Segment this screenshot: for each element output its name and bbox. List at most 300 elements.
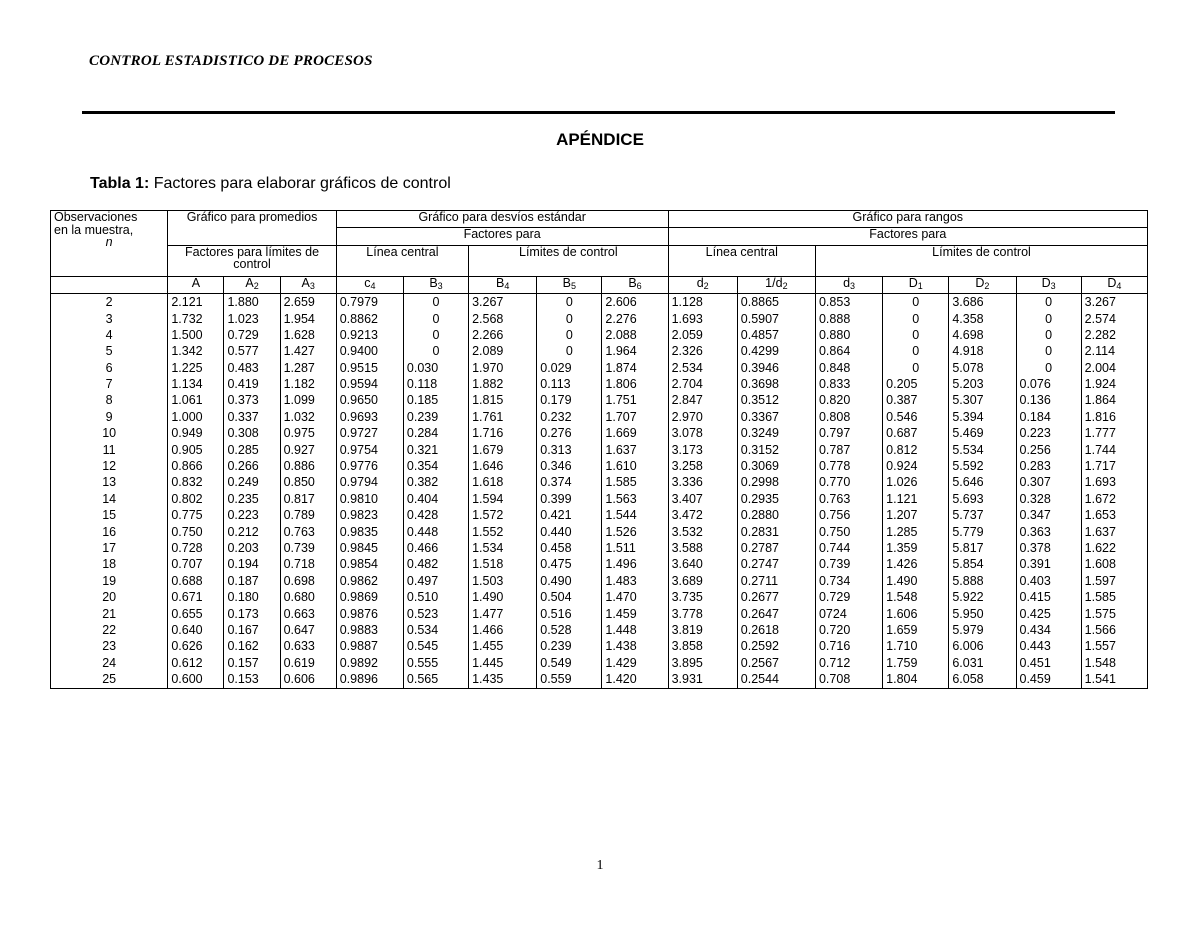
factor-cell: 1.448: [602, 622, 668, 638]
factor-cell: 1.534: [469, 540, 537, 556]
factor-cell: 5.203: [949, 376, 1016, 392]
factor-cell: 0.391: [1016, 556, 1081, 572]
factor-cell: 0.2677: [737, 589, 815, 605]
symbol-header-14: [1081, 276, 1147, 293]
factor-cell: 1.466: [469, 622, 537, 638]
factor-cell: 0: [403, 327, 468, 343]
factor-cell: 0.459: [1016, 671, 1081, 688]
factor-cell: 0.3698: [737, 376, 815, 392]
factor-cell: 0.029: [537, 360, 602, 376]
factor-cell: 0.458: [537, 540, 602, 556]
factor-cell: 0.184: [1016, 409, 1081, 425]
factor-cell: 0.2711: [737, 573, 815, 589]
factor-cell: 5.693: [949, 491, 1016, 507]
factor-cell: 1.429: [602, 655, 668, 671]
factor-cell: 0.866: [168, 458, 224, 474]
table-row: [51, 491, 1148, 507]
factor-cell: 0.808: [815, 409, 882, 425]
factor-cell: 0.763: [815, 491, 882, 507]
factor-cell: 0.797: [815, 425, 882, 441]
factor-cell: 1.716: [469, 425, 537, 441]
factor-cell: 1.500: [168, 327, 224, 343]
header-rule: [82, 111, 1115, 114]
factor-cell: 0.283: [1016, 458, 1081, 474]
factor-cell: 1.427: [280, 343, 336, 359]
symbol-base: d: [696, 276, 704, 290]
factor-cell: 0.9876: [336, 606, 403, 622]
table-row: [51, 589, 1148, 605]
table-caption-text: Factores para elaborar gráficos de control: [149, 175, 451, 192]
factor-cell: 0.707: [168, 556, 224, 572]
factor-cell: 1.207: [883, 507, 949, 523]
factor-cell: 0: [537, 327, 602, 343]
factor-cell: 3.267: [469, 294, 537, 311]
factor-cell: 0.5907: [737, 311, 815, 327]
factor-cell: 1.970: [469, 360, 537, 376]
table-row: [51, 425, 1148, 441]
factor-cell: 2.089: [469, 343, 537, 359]
factor-cell: 0: [1016, 360, 1081, 376]
factor-cell: 1.585: [602, 474, 668, 490]
factor-cell: 1.032: [280, 409, 336, 425]
factor-cell: 0.173: [224, 606, 280, 622]
symbol-header-10: [815, 276, 882, 293]
factor-cell: 2.282: [1081, 327, 1147, 343]
factor-cell: 5.394: [949, 409, 1016, 425]
symbol-subscript: 3: [437, 280, 443, 291]
factor-cell: 0.549: [537, 655, 602, 671]
stdev-limits-header: Límites de control: [469, 245, 669, 276]
factor-cell: 0.833: [815, 376, 882, 392]
symbol-base: D: [1041, 276, 1051, 290]
table-row: [51, 442, 1148, 458]
factor-cell: 0.545: [403, 638, 468, 654]
factor-cell: 0.817: [280, 491, 336, 507]
factor-cell: 0.249: [224, 474, 280, 490]
factor-cell: 0.927: [280, 442, 336, 458]
symbol-header-4: [403, 276, 468, 293]
factor-cell: 0.373: [224, 393, 280, 409]
factor-cell: 0: [883, 360, 949, 376]
factor-cell: 2.659: [280, 294, 336, 311]
factor-cell: 3.173: [668, 442, 737, 458]
table-row: [51, 524, 1148, 540]
factor-cell: 0.619: [280, 655, 336, 671]
factor-cell: 0.8865: [737, 294, 815, 311]
factor-cell: 0: [1016, 343, 1081, 359]
factor-cell: 0.415: [1016, 589, 1081, 605]
factor-cell: 0.205: [883, 376, 949, 392]
factor-cell: 0.483: [224, 360, 280, 376]
factor-cell: 0.179: [537, 393, 602, 409]
factor-cell: 1.597: [1081, 573, 1147, 589]
factor-cell: 0.403: [1016, 573, 1081, 589]
factor-cell: 0.497: [403, 573, 468, 589]
averages-group-header: Gráfico para promedios: [168, 211, 336, 246]
factor-cell: 1.445: [469, 655, 537, 671]
factor-cell: 0.266: [224, 458, 280, 474]
symbol-base: A: [301, 276, 310, 290]
factor-cell: 1.717: [1081, 458, 1147, 474]
symbol-header-5: [469, 276, 537, 293]
factor-cell: 0: [883, 294, 949, 311]
factor-cell: 6.031: [949, 655, 1016, 671]
factor-cell: 0.421: [537, 507, 602, 523]
symbol-base: D: [908, 276, 918, 290]
factor-cell: 0.425: [1016, 606, 1081, 622]
table-row: [51, 360, 1148, 376]
symbol-subscript: 4: [504, 280, 510, 291]
factor-cell: 0.3152: [737, 442, 815, 458]
symbol-header-7: [602, 276, 668, 293]
symbol-subscript: 3: [850, 280, 856, 291]
sample-size-cell: 24: [51, 655, 168, 671]
symbol-header-13: [1016, 276, 1081, 293]
table-row: [51, 458, 1148, 474]
factor-cell: 2.574: [1081, 311, 1147, 327]
factor-cell: 0.655: [168, 606, 224, 622]
factor-cell: 1.342: [168, 343, 224, 359]
factor-cell: 0.787: [815, 442, 882, 458]
symbol-base: D: [1107, 276, 1117, 290]
factor-cell: 1.287: [280, 360, 336, 376]
factor-cell: 0.9727: [336, 425, 403, 441]
factor-cell: 0.770: [815, 474, 882, 490]
symbol-subscript: 4: [370, 280, 376, 291]
factor-cell: 1.182: [280, 376, 336, 392]
factor-cell: 0.9810: [336, 491, 403, 507]
factor-cell: 0.239: [537, 638, 602, 654]
factor-cell: 0.399: [537, 491, 602, 507]
range-limits-header: Límites de control: [815, 245, 1147, 276]
factor-cell: 3.778: [668, 606, 737, 622]
factor-cell: 1.575: [1081, 606, 1147, 622]
sample-size-cell: 11: [51, 442, 168, 458]
factor-cell: 0.880: [815, 327, 882, 343]
factor-cell: 1.659: [883, 622, 949, 638]
factor-cell: 1.496: [602, 556, 668, 572]
factor-cell: 0.9515: [336, 360, 403, 376]
factor-cell: 0.378: [1016, 540, 1081, 556]
factor-cell: 4.698: [949, 327, 1016, 343]
factor-cell: 0.888: [815, 311, 882, 327]
table-row: [51, 556, 1148, 572]
factor-cell: 1.134: [168, 376, 224, 392]
sample-size-cell: 3: [51, 311, 168, 327]
factor-cell: 0: [403, 343, 468, 359]
factor-cell: 0.076: [1016, 376, 1081, 392]
symbol-subscript: 2: [984, 280, 990, 291]
factor-cell: 2.970: [668, 409, 737, 425]
factor-cell: 0.162: [224, 638, 280, 654]
factor-cell: 0.321: [403, 442, 468, 458]
factor-cell: 1.964: [602, 343, 668, 359]
factor-cell: 0.2831: [737, 524, 815, 540]
factor-cell: 3.407: [668, 491, 737, 507]
factor-cell: 0.718: [280, 556, 336, 572]
factor-cell: 1.815: [469, 393, 537, 409]
factor-cell: 0.307: [1016, 474, 1081, 490]
factor-cell: 2.059: [668, 327, 737, 343]
factor-cell: 0.9887: [336, 638, 403, 654]
factor-cell: 1.548: [1081, 655, 1147, 671]
factor-cell: 1.608: [1081, 556, 1147, 572]
factor-cell: 0.3069: [737, 458, 815, 474]
factor-cell: 1.732: [168, 311, 224, 327]
factor-cell: 1.023: [224, 311, 280, 327]
factor-cell: 1.511: [602, 540, 668, 556]
factor-cell: 1.637: [1081, 524, 1147, 540]
symbol-base: D: [975, 276, 985, 290]
factor-cell: 0.720: [815, 622, 882, 638]
table-row: [51, 671, 1148, 688]
factor-cell: 0.626: [168, 638, 224, 654]
symbol-subscript: 3: [309, 280, 315, 291]
symbol-header-11: [883, 276, 949, 293]
factor-rows: [51, 294, 1148, 688]
factor-cell: 0.203: [224, 540, 280, 556]
sample-size-cell: 18: [51, 556, 168, 572]
factor-cell: 1.490: [469, 589, 537, 605]
factor-cell: 2.276: [602, 311, 668, 327]
factor-cell: 0.354: [403, 458, 468, 474]
table-row: [51, 393, 1148, 409]
symbol-base: A: [245, 276, 254, 290]
factor-cell: 0.728: [168, 540, 224, 556]
factor-cell: 0.2787: [737, 540, 815, 556]
symbol-subscript: 2: [253, 280, 259, 291]
factor-cell: 6.058: [949, 671, 1016, 688]
symbol-base: B: [628, 276, 637, 290]
sample-size-cell: 2: [51, 294, 168, 311]
observations-header-line1: Observaciones: [54, 210, 138, 224]
symbol-base: B: [429, 276, 438, 290]
factor-cell: 1.710: [883, 638, 949, 654]
running-header: CONTROL ESTADISTICO DE PROCESOS: [89, 53, 373, 69]
factor-cell: 0.9845: [336, 540, 403, 556]
sample-size-cell: 19: [51, 573, 168, 589]
factor-cell: 1.653: [1081, 507, 1147, 523]
factor-cell: 4.358: [949, 311, 1016, 327]
factor-cell: 2.004: [1081, 360, 1147, 376]
factor-cell: 0.9862: [336, 573, 403, 589]
factor-cell: 5.817: [949, 540, 1016, 556]
factor-cell: 1.128: [668, 294, 737, 311]
factor-cell: 2.266: [469, 327, 537, 343]
factor-cell: 0.716: [815, 638, 882, 654]
factor-cell: 5.737: [949, 507, 1016, 523]
factor-cell: 0.739: [815, 556, 882, 572]
factor-cell: 2.088: [602, 327, 668, 343]
symbol-header-2: [280, 276, 336, 293]
stdev-center-header: Línea central: [336, 245, 468, 276]
factor-cell: 5.534: [949, 442, 1016, 458]
factor-cell: 0.612: [168, 655, 224, 671]
symbol-base: B: [562, 276, 571, 290]
factor-cell: 1.359: [883, 540, 949, 556]
sample-size-cell: 25: [51, 671, 168, 688]
factor-cell: 1.777: [1081, 425, 1147, 441]
sample-size-cell: 10: [51, 425, 168, 441]
factor-cell: 0.832: [168, 474, 224, 490]
factor-cell: 0.136: [1016, 393, 1081, 409]
table-row: [51, 311, 1148, 327]
factor-cell: 0.2935: [737, 491, 815, 507]
table-row: [51, 638, 1148, 654]
factor-cell: 1.455: [469, 638, 537, 654]
table-row: [51, 622, 1148, 638]
factor-cell: 2.847: [668, 393, 737, 409]
factor-cell: 0.428: [403, 507, 468, 523]
factor-cell: 0.555: [403, 655, 468, 671]
factor-cell: 0.820: [815, 393, 882, 409]
symbol-subscript: 3: [1050, 280, 1056, 291]
factor-cell: 0.687: [883, 425, 949, 441]
factor-cell: 0.850: [280, 474, 336, 490]
sample-size-cell: 9: [51, 409, 168, 425]
factor-cell: 0.9594: [336, 376, 403, 392]
sample-size-cell: 5: [51, 343, 168, 359]
factor-cell: 0.778: [815, 458, 882, 474]
factor-cell: 0.232: [537, 409, 602, 425]
factor-cell: 1.000: [168, 409, 224, 425]
factor-cell: 1.744: [1081, 442, 1147, 458]
factor-cell: 1.637: [602, 442, 668, 458]
symbol-base: d: [843, 276, 851, 290]
averages-factors-header: Factores para límites de control: [168, 245, 336, 276]
factor-cell: 0.864: [815, 343, 882, 359]
factor-cell: 0.534: [403, 622, 468, 638]
factor-cell: 0.030: [403, 360, 468, 376]
factor-cell: 0.688: [168, 573, 224, 589]
factor-cell: 3.686: [949, 294, 1016, 311]
sample-size-cell: 6: [51, 360, 168, 376]
factor-cell: 0.812: [883, 442, 949, 458]
symbol-header-6: [537, 276, 602, 293]
factor-cell: 0.382: [403, 474, 468, 490]
factor-cell: 1.585: [1081, 589, 1147, 605]
factor-cell: 1.566: [1081, 622, 1147, 638]
factor-cell: 0.337: [224, 409, 280, 425]
factor-cell: 0.9776: [336, 458, 403, 474]
factor-cell: 1.954: [280, 311, 336, 327]
factor-cell: 0.559: [537, 671, 602, 688]
factor-cell: 0.9896: [336, 671, 403, 688]
symbol-header-12: [949, 276, 1016, 293]
factor-cell: 1.679: [469, 442, 537, 458]
factor-cell: 0: [537, 294, 602, 311]
factor-cell: 0.924: [883, 458, 949, 474]
factor-cell: 1.874: [602, 360, 668, 376]
factor-cell: 0.113: [537, 376, 602, 392]
page-number: 1: [596, 858, 604, 873]
factor-cell: 1.672: [1081, 491, 1147, 507]
factor-cell: 0.490: [537, 573, 602, 589]
factor-cell: 0.2567: [737, 655, 815, 671]
factor-cell: 0.504: [537, 589, 602, 605]
table-row: [51, 343, 1148, 359]
factor-cell: 0.2647: [737, 606, 815, 622]
factor-cell: 1.880: [224, 294, 280, 311]
factor-cell: 0.671: [168, 589, 224, 605]
factor-cell: 0.2747: [737, 556, 815, 572]
factor-cell: 3.735: [668, 589, 737, 605]
factor-cell: 5.888: [949, 573, 1016, 589]
symbol-subscript: 4: [1116, 280, 1122, 291]
factor-cell: 0.9835: [336, 524, 403, 540]
sample-size-cell: 20: [51, 589, 168, 605]
symbol-header-1: [224, 276, 280, 293]
factor-cell: 1.438: [602, 638, 668, 654]
factor-cell: 0.633: [280, 638, 336, 654]
symbol-subscript: 5: [571, 280, 577, 291]
factor-cell: 2.534: [668, 360, 737, 376]
factor-cell: 1.646: [469, 458, 537, 474]
sample-size-cell: 4: [51, 327, 168, 343]
range-group-header: Gráfico para rangos: [668, 211, 1147, 228]
factor-cell: 0.763: [280, 524, 336, 540]
factor-cell: 0.729: [224, 327, 280, 343]
observations-header-line2: en la muestra,: [54, 222, 134, 237]
factor-cell: 0.9213: [336, 327, 403, 343]
factor-cell: 0.3367: [737, 409, 815, 425]
factor-cell: 1.477: [469, 606, 537, 622]
factor-cell: 0.680: [280, 589, 336, 605]
factor-cell: 0.9854: [336, 556, 403, 572]
factor-cell: 0.975: [280, 425, 336, 441]
factor-cell: 5.078: [949, 360, 1016, 376]
factor-cell: 1.669: [602, 425, 668, 441]
factor-cell: 0.308: [224, 425, 280, 441]
factor-cell: 3.640: [668, 556, 737, 572]
factor-cell: 1.470: [602, 589, 668, 605]
factor-cell: 0.712: [815, 655, 882, 671]
factor-cell: 1.882: [469, 376, 537, 392]
factor-cell: 0724: [815, 606, 882, 622]
factor-cell: 0.374: [537, 474, 602, 490]
factor-cell: 1.622: [1081, 540, 1147, 556]
factor-cell: 3.931: [668, 671, 737, 688]
factor-cell: 3.267: [1081, 294, 1147, 311]
factor-cell: 0.448: [403, 524, 468, 540]
sample-size-cell: 14: [51, 491, 168, 507]
factor-cell: 0.4857: [737, 327, 815, 343]
factor-cell: 0.256: [1016, 442, 1081, 458]
factor-cell: 0.708: [815, 671, 882, 688]
factor-cell: 0.600: [168, 671, 224, 688]
factor-cell: 0.528: [537, 622, 602, 638]
factor-cell: 0: [883, 343, 949, 359]
factor-cell: 2.704: [668, 376, 737, 392]
factor-cell: 0.802: [168, 491, 224, 507]
stdev-factors-header: Factores para: [336, 228, 668, 245]
symbol-header-empty: [51, 276, 168, 293]
factor-cell: 0.848: [815, 360, 882, 376]
factor-cell: 0.187: [224, 573, 280, 589]
factor-cell: 1.435: [469, 671, 537, 688]
sample-size-cell: 7: [51, 376, 168, 392]
factor-cell: 0.153: [224, 671, 280, 688]
table-row: [51, 474, 1148, 490]
factor-cell: 3.472: [668, 507, 737, 523]
factor-cell: 2.606: [602, 294, 668, 311]
factor-cell: 0.404: [403, 491, 468, 507]
factor-cell: 0: [1016, 327, 1081, 343]
table-row: [51, 376, 1148, 392]
factor-cell: 1.804: [883, 671, 949, 688]
factor-cell: 3.588: [668, 540, 737, 556]
observations-header-var: n: [105, 235, 113, 249]
